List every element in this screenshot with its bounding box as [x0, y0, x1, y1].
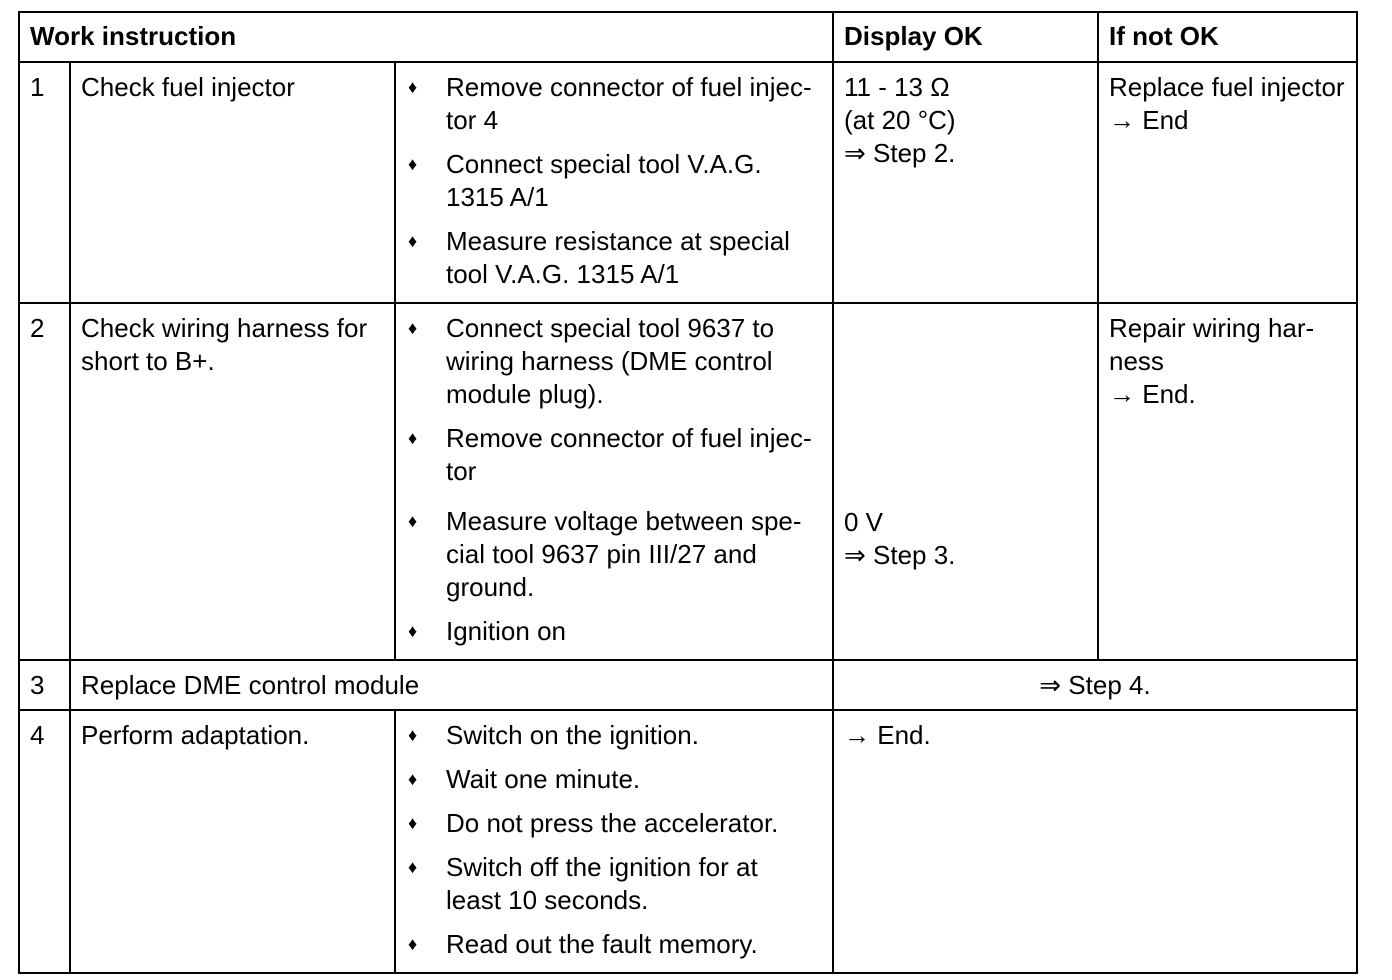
display-ok-cell [833, 303, 1098, 660]
table-row [19, 660, 1357, 710]
display-ok-cell [833, 62, 1098, 303]
work-instruction-table [18, 11, 1358, 974]
if-not-ok-next: → End [1109, 105, 1189, 135]
task-cell [70, 710, 395, 973]
task-text: Perform adaptation. [81, 720, 310, 750]
display-ok-value: 0 V [844, 507, 884, 537]
step-number: 2 [19, 303, 70, 660]
display-ok-value: 11 - 13 Ω [844, 72, 950, 102]
if-not-ok-next: → End. [1109, 379, 1196, 409]
diamond-bullet-icon: ♦ [408, 621, 418, 641]
steps-cell [395, 62, 833, 303]
task-cell [70, 62, 395, 303]
diamond-bullet-icon: ♦ [408, 77, 418, 97]
diamond-bullet-icon: ♦ [408, 857, 418, 877]
if-not-ok-action-cont: ness [1109, 346, 1164, 376]
display-ok-next: ⇒ Step 3. [844, 540, 956, 570]
if-not-ok-action: Replace fuel injector [1109, 72, 1345, 102]
diamond-bullet-icon: ♦ [408, 813, 418, 833]
step-item: ♦ Remove connector of fuel injec- tor [408, 423, 812, 486]
step-item: ♦ Connect special tool V.A.G. 1315 A/1 [408, 149, 762, 212]
display-ok-next: ⇒ Step 2. [844, 138, 956, 168]
table-row [19, 710, 1357, 973]
if-not-ok-cell [1098, 303, 1357, 660]
if-not-ok-action: Repair wiring har- [1109, 313, 1315, 343]
step-number: 4 [19, 710, 70, 973]
task-cell [70, 303, 395, 660]
table-row [19, 303, 1357, 660]
header-if-not-ok: If not OK [1098, 12, 1357, 62]
table-row [19, 62, 1357, 303]
steps-cell [395, 303, 833, 660]
step-number: 1 [19, 62, 70, 303]
step-item: ♦ Connect special tool 9637 to wiring harness (DME control module plug). [408, 313, 775, 409]
task-cell [70, 660, 833, 710]
task-text: Check wiring harness for short to B+. [81, 313, 368, 376]
diamond-bullet-icon: ♦ [408, 154, 418, 174]
diamond-bullet-icon: ♦ [408, 934, 418, 954]
step-number: 3 [19, 660, 70, 710]
diamond-bullet-icon: ♦ [408, 725, 418, 745]
diamond-bullet-icon: ♦ [408, 769, 418, 789]
result-cell [833, 710, 1357, 973]
result-cell [833, 660, 1357, 710]
if-not-ok-cell [1098, 62, 1357, 303]
diamond-bullet-icon: ♦ [408, 511, 418, 531]
header-work-instruction: Work instruction [19, 12, 833, 62]
step-item: ♦ Measure voltage between spe- cial tool 9637 pin III/27 and ground. [408, 506, 802, 602]
step-item: ♦ Remove connector of fuel injec- tor 4 [408, 72, 812, 135]
diamond-bullet-icon: ♦ [408, 231, 418, 251]
display-ok-condition: (at 20 °C) [844, 105, 956, 135]
step-item: ♦ Wait one minute. [408, 764, 641, 794]
task-text: Check fuel injector [81, 72, 295, 102]
step-item: ♦ Switch on the ignition. [408, 720, 699, 750]
step-item: ♦ Switch off the ignition for at least 10 seconds. [408, 852, 758, 915]
diamond-bullet-icon: ♦ [408, 318, 418, 338]
steps-cell [395, 710, 833, 973]
step-item: ♦ Measure resistance at special tool V.A.G. 1315 A/1 [408, 226, 790, 289]
task-text: Replace DME control module [81, 670, 420, 700]
result-next: → End. [844, 720, 931, 750]
header-row [19, 12, 1357, 62]
step-item: ♦ Read out the fault memory. [408, 929, 758, 959]
header-display-ok: Display OK [833, 12, 1098, 62]
diamond-bullet-icon: ♦ [408, 428, 418, 448]
step-item: ♦ Ignition on [408, 616, 566, 646]
step-item: ♦ Do not press the accelerator. [408, 808, 779, 838]
result-next: ⇒ Step 4. [1039, 670, 1151, 700]
